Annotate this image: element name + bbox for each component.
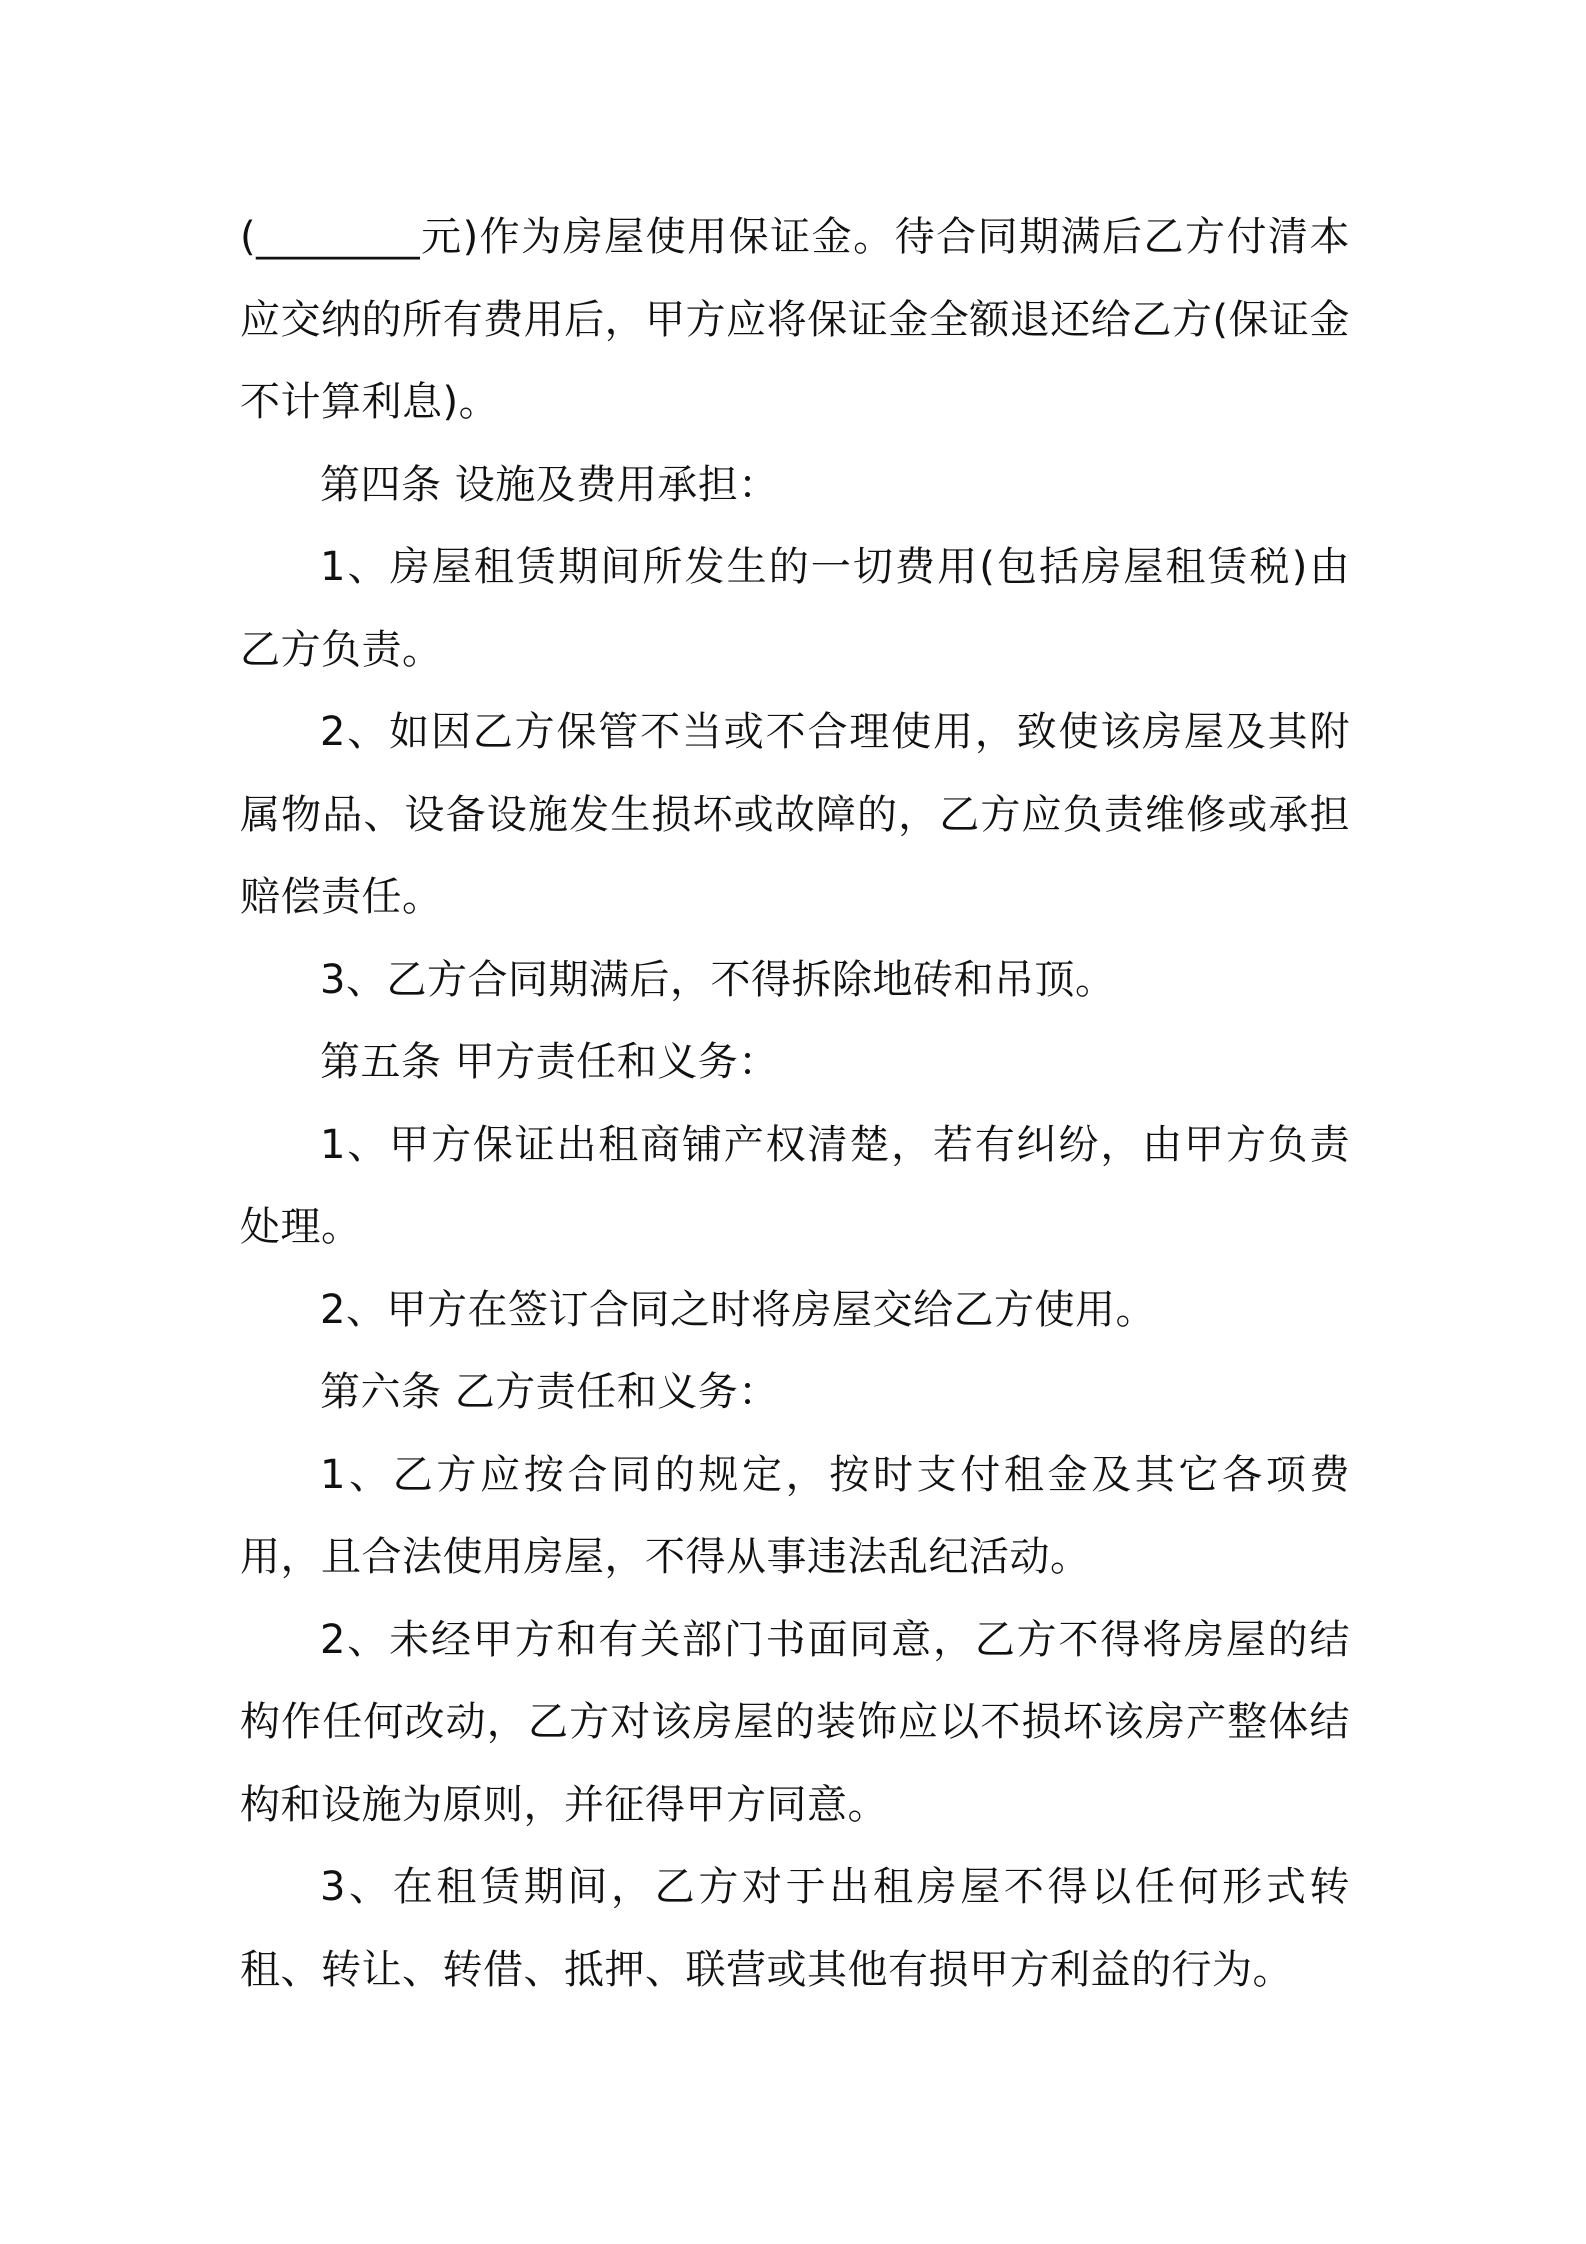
paragraph: 1、甲方保证出租商铺产权清楚，若有纠纷，由甲方负责处理。 <box>240 1121 1350 1250</box>
section-heading-article-6: 第六条 乙方责任和义务： <box>320 1369 779 1415</box>
section-heading-article-5: 第五条 甲方责任和义务： <box>320 1039 779 1085</box>
paragraph: 2、如因乙方保管不当或不合理使用，致使该房屋及其附属物品、设备设施发生损坏或故障的，乙方应负责维修或承担赔偿责任。 <box>240 709 1350 920</box>
section-heading-article-4: 第四条 设施及费用承担： <box>320 461 779 508</box>
paragraph: 1、房屋租赁期间所发生的一切费用(包括房屋租赁税)由乙方负责。 <box>240 544 1350 673</box>
paragraph: (________元)作为房屋使用保证金。待合同期满后乙方付清本应交纳的所有费用后，甲方应将保证金全额退还给乙方(保证金不计算利息)。 <box>240 214 1350 425</box>
paragraph: 3、乙方合同期满后，不得拆除地砖和吊顶。 <box>320 956 1116 1003</box>
paragraph: 3、在租赁期间，乙方对于出租房屋不得以任何形式转租、转让、转借、抵押、联营或其他有损甲方利益的行为。 <box>240 1864 1350 1993</box>
paragraph: 2、甲方在签订合同之时将房屋交给乙方使用。 <box>320 1286 1156 1333</box>
paragraph: 2、未经甲方和有关部门书面同意，乙方不得将房屋的结构作任何改动，乙方对该房屋的装饰应以不损坏该房产整体结构和设施为原则，并征得甲方同意。 <box>240 1616 1350 1828</box>
document-body <box>240 196 1350 2011</box>
paragraph: 1、乙方应按合同的规定，按时支付租金及其它各项费用，且合法使用房屋，不得从事违法乱纪活动。 <box>240 1451 1350 1580</box>
